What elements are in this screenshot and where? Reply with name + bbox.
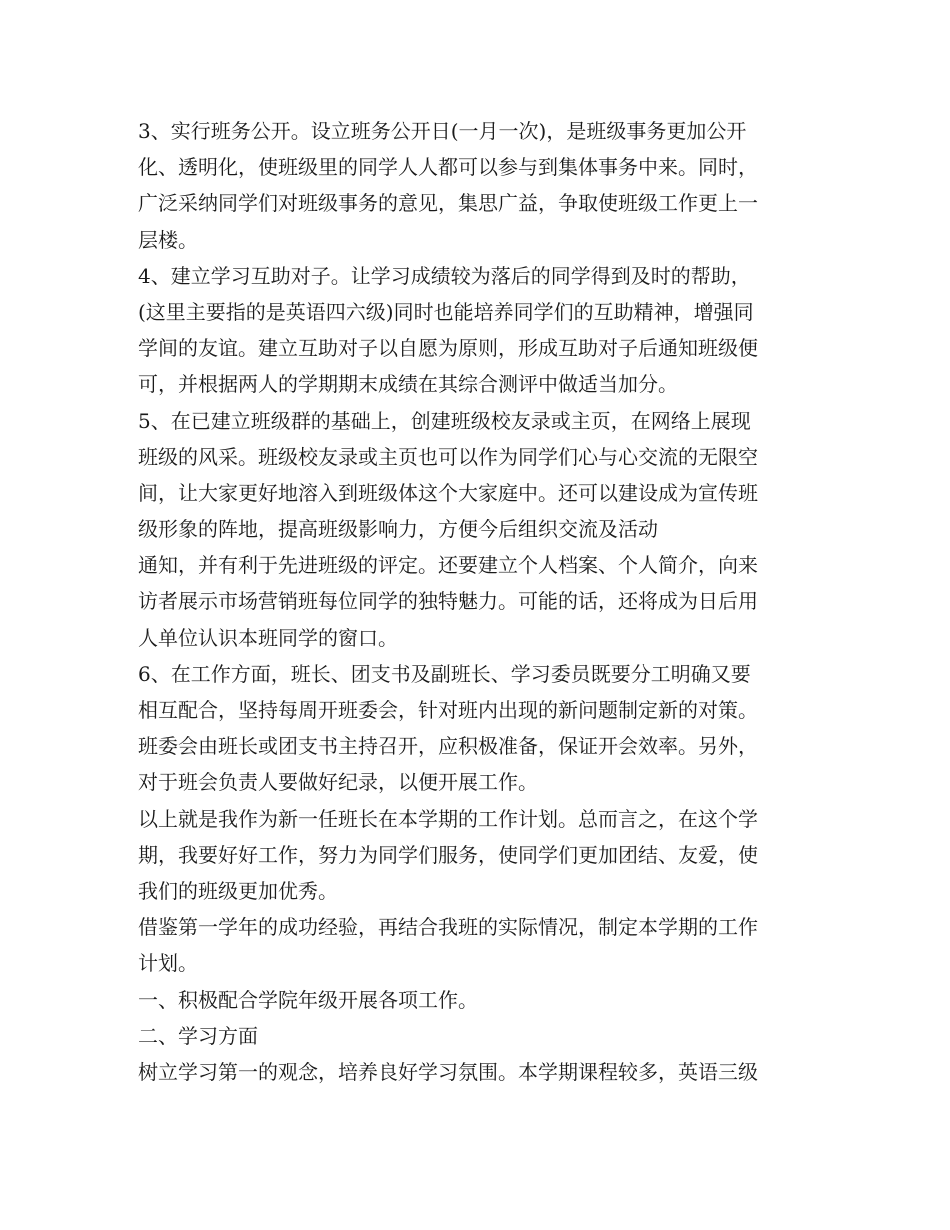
text-line: 我们的班级更加优秀。: [138, 878, 338, 903]
text-line: 3、实行班务公开。设立班务公开日(一月一次)，是班级事务更加公开: [138, 119, 747, 143]
text-line: 间，让大家更好地溶入到班级体这个大家庭中。还可以建设成为宣传班: [138, 480, 758, 505]
text-line: 人单位认识本班同学的窗口。: [138, 625, 398, 650]
text-line: 可，并根据两人的学期期末成绩在其综合测评中做适当加分。: [138, 372, 678, 397]
text-line: 班级的风采。班级校友录或主页也可以作为同学们心与心交流的无限空: [138, 444, 758, 469]
text-line: 4、建立学习互助对子。让学习成绩较为落后的同学得到及时的帮助，: [138, 263, 751, 288]
text-line: 期，我要好好工作，努力为同学们服务，使同学们更加团结、友爱，使: [138, 842, 758, 867]
text-line: 访者展示市场营销班每位同学的独特魅力。可能的话，还将成为日后用: [138, 589, 758, 614]
text-line: 一、积极配合学院年级开展各项工作。: [138, 987, 478, 1012]
text-line: 化、透明化，使班级里的同学人人都可以参与到集体事务中来。同时，: [138, 155, 758, 180]
text-line: 以上就是我作为新一任班长在本学期的工作计划。总而言之，在这个学: [138, 806, 758, 831]
text-line: 对于班会负责人要做好纪录，以便开展工作。: [138, 770, 538, 795]
text-line: 5、在已建立班级群的基础上，创建班级校友录或主页，在网络上展现: [138, 408, 751, 433]
text-line: 树立学习第一的观念，培养良好学习氛围。本学期课程较多，英语三级: [138, 1059, 758, 1084]
text-line: 6、在工作方面，班长、团支书及副班长、学习委员既要分工明确又要: [138, 661, 751, 686]
text-line: 二、学习方面: [138, 1023, 258, 1048]
text-line: 通知，并有利于先进班级的评定。还要建立个人档案、个人简介，向来: [138, 553, 758, 578]
text-line: 计划。: [138, 951, 198, 976]
text-line: 班委会由班长或团支书主持召开，应积极准备，保证开会效率。另外，: [138, 734, 758, 759]
text-line: 级形象的阵地，提高班级影响力，方便今后组织交流及活动: [138, 517, 658, 542]
text-line: 借鉴第一学年的成功经验，再结合我班的实际情况，制定本学期的工作: [138, 915, 758, 940]
text-line: 广泛采纳同学们对班级事务的意见，集思广益，争取使班级工作更上一: [138, 191, 758, 216]
text-line: 相互配合，坚持每周开班委会，针对班内出现的新问题制定新的对策。: [138, 698, 758, 722]
text-line: 学间的友谊。建立互助对子以自愿为原则，形成互助对子后通知班级便: [138, 336, 758, 361]
text-line: (这里主要指的是英语四六级)同时也能培养同学们的互助精神，增强同: [138, 299, 754, 324]
text-line: 层楼。: [138, 227, 198, 252]
document-body: [138, 113, 818, 1090]
